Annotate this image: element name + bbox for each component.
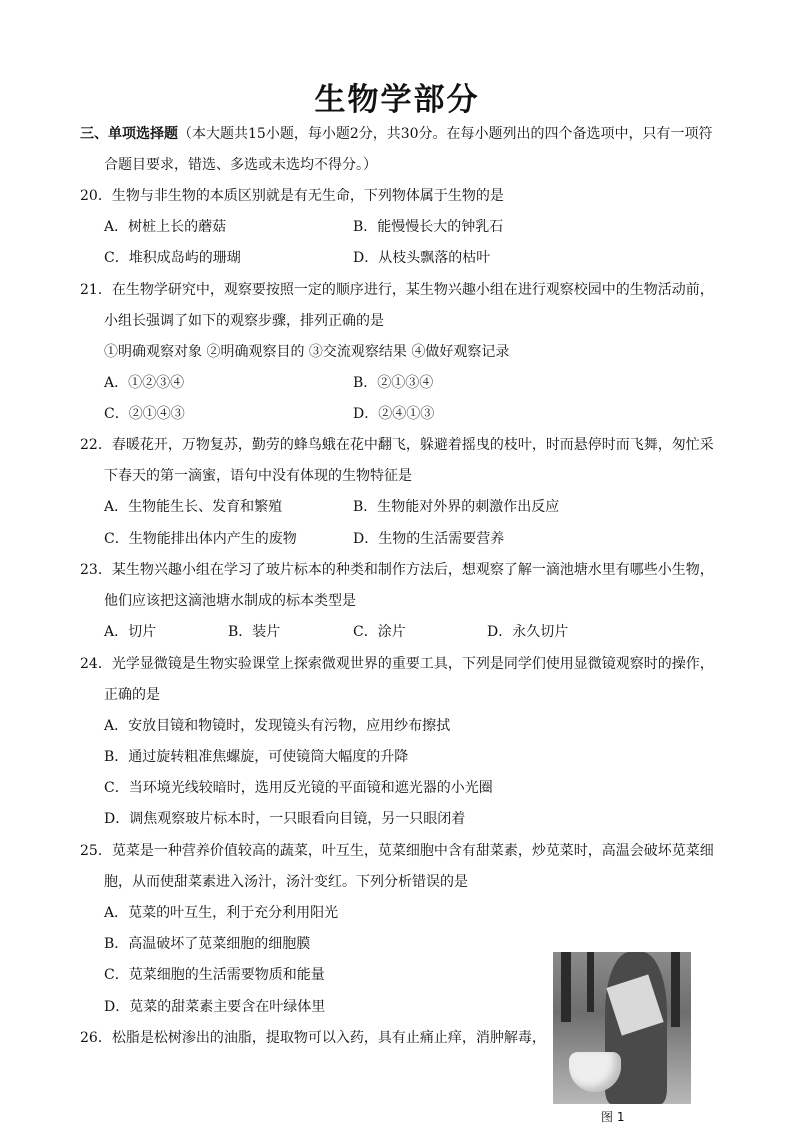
q20-option-c: C．堆积成岛屿的珊瑚 bbox=[104, 250, 241, 266]
q24-stem: 24．光学显微镜是生物实验课堂上探索微观世界的重要工具，下列是同学们使用显微镜观察时的操作， bbox=[80, 656, 714, 672]
q20-option-a: A．树桩上长的蘑菇 bbox=[104, 219, 227, 235]
q26-stem: 26．松脂是松树渗出的油脂，提取物可以入药，具有止痛止痒，消肿解毒， bbox=[80, 1030, 546, 1046]
q25-option-a: A．苋菜的叶互生，利于充分利用阳光 bbox=[104, 905, 339, 921]
background-tree bbox=[671, 952, 680, 1027]
q25-option-c: C．苋菜细胞的生活需要物质和能量 bbox=[104, 967, 325, 983]
q23-stem: 23．某生物兴趣小组在学习了玻片标本的种类和制作方法后，想观察了解一滴池塘水里有哪些小生物， bbox=[80, 562, 714, 578]
q25-option-d: D．苋菜的甜菜素主要含在叶绿体里 bbox=[104, 999, 326, 1015]
q21-option-c: C．②①④③ bbox=[104, 406, 185, 422]
section-description: （本大题共15小题，每小题2分，共30分。在每小题列出的四个备选项中，只有一项符 bbox=[178, 126, 713, 142]
q23-option-d: D．永久切片 bbox=[487, 624, 569, 640]
q20-option-d: D．从枝头飘落的枯叶 bbox=[353, 250, 491, 266]
q21-option-d: D．②④①③ bbox=[353, 406, 435, 422]
q22-option-a: A．生物能生长、发育和繁殖 bbox=[104, 499, 283, 515]
q24-stem-cont: 正确的是 bbox=[104, 687, 160, 703]
q23-option-a: A．切片 bbox=[104, 624, 157, 640]
figure-caption: 图 1 bbox=[601, 1110, 625, 1124]
q22-stem-cont: 下春天的第一滴蜜，语句中没有体现的生物特征是 bbox=[104, 468, 412, 484]
q24-option-b: B．通过旋转粗准焦螺旋，可使镜筒大幅度的升降 bbox=[104, 749, 409, 765]
figure-photo bbox=[553, 952, 691, 1104]
q25-stem: 25．苋菜是一种营养价值较高的蔬菜，叶互生，苋菜细胞中含有甜菜素，炒苋菜时，高温会破坏苋菜细 bbox=[80, 843, 714, 859]
q21-stem-cont: 小组长强调了如下的观察步骤，排列正确的是 bbox=[104, 313, 384, 329]
section-description-cont: 合题目要求，错选、多选或未选均不得分。） bbox=[104, 157, 377, 173]
q24-option-d: D．调焦观察玻片标本时，一只眼看向目镜，另一只眼闭着 bbox=[104, 811, 466, 827]
q21-option-b: B．②①③④ bbox=[353, 375, 434, 391]
q20-stem: 20．生物与非生物的本质区别就是有无生命，下列物体属于生物的是 bbox=[80, 188, 504, 204]
q25-option-b: B．高温破坏了苋菜细胞的细胞膜 bbox=[104, 936, 311, 952]
q22-option-d: D．生物的生活需要营养 bbox=[353, 531, 505, 547]
q21-stem: 21．在生物学研究中，观察要按照一定的顺序进行，某生物兴趣小组在进行观察校园中的生物活动前， bbox=[80, 282, 714, 298]
section-label: 三、单项选择题 bbox=[80, 126, 178, 142]
q24-option-a: A．安放目镜和物镜时，发现镜头有污物，应用纱布擦拭 bbox=[104, 718, 451, 734]
q21-option-a: A．①②③④ bbox=[104, 375, 185, 391]
q22-option-c: C．生物能排出体内产生的废物 bbox=[104, 531, 297, 547]
background-tree bbox=[587, 952, 594, 1012]
q21-steps: ①明确观察对象 ②明确观察目的 ③交流观察结果 ④做好观察记录 bbox=[104, 344, 510, 360]
background-tree bbox=[561, 952, 571, 1022]
q23-option-b: B．装片 bbox=[228, 624, 281, 640]
q23-option-c: C．涂片 bbox=[353, 624, 406, 640]
q20-option-b: B．能慢慢长大的钟乳石 bbox=[353, 219, 504, 235]
q24-option-c: C．当环境光线较暗时，选用反光镜的平面镜和遮光器的小光圈 bbox=[104, 780, 493, 796]
q22-stem: 22．春暖花开，万物复苏，勤劳的蜂鸟蛾在花中翻飞，躲避着摇曳的枝叶，时而悬停时而飞舞，匆忙采 bbox=[80, 437, 714, 453]
q25-stem-cont: 胞，从而使甜菜素进入汤汁，汤汁变红。下列分析错误的是 bbox=[104, 874, 468, 890]
page-title: 生物学部分 bbox=[314, 82, 480, 118]
q23-stem-cont: 他们应该把这滴池塘水制成的标本类型是 bbox=[104, 593, 356, 609]
section-header bbox=[80, 124, 713, 144]
q22-option-b: B．生物能对外界的刺激作出反应 bbox=[353, 499, 560, 515]
